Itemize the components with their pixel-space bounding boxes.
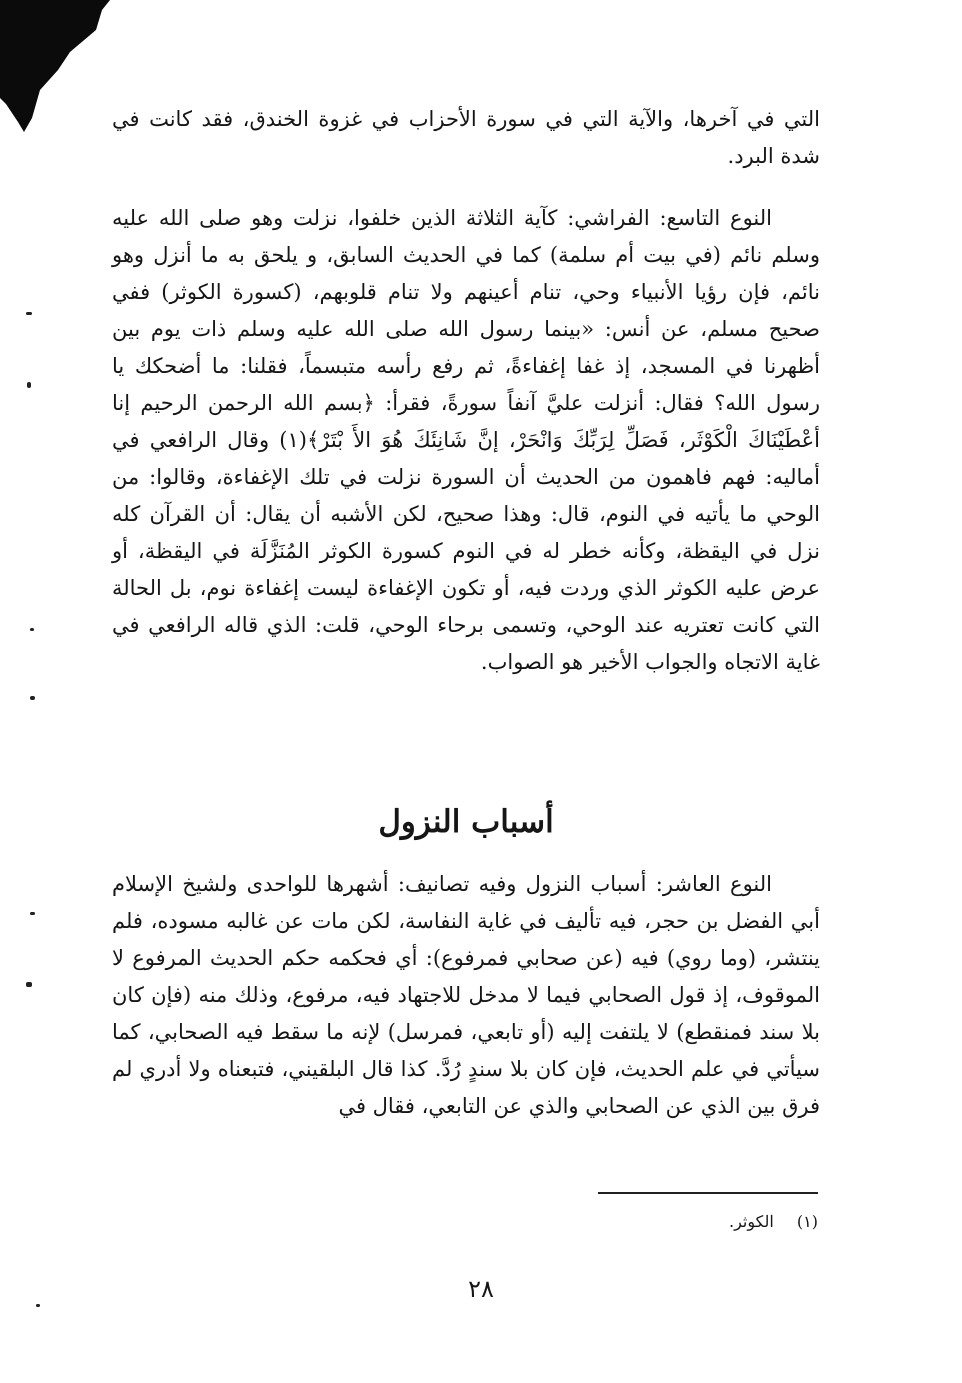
paragraph: التي في آخرها، والآية التي في سورة الأحزاب في غزوة الخندق، فقد كانت في شدة البرد. <box>112 107 820 168</box>
footnote-divider <box>598 1192 818 1194</box>
scan-corner-shadow <box>0 0 110 140</box>
scan-speck <box>30 912 35 915</box>
scan-speck <box>27 382 31 388</box>
text-block-middle <box>112 200 820 681</box>
scan-speck <box>36 1304 40 1307</box>
text-block-top <box>112 101 820 175</box>
paragraph: النوع العاشر: أسباب النزول وفيه تصانيف: أشهرها للواحدى ولشيخ الإسلام أبي الفضل بن حجر، فيه تأليف في غاية النفاسة، لكن مات عن غالبه مسوده، فلم ينتشر، (وما روي) فيه (عن صحابي فمرفوع): أي فحكمه حكم الحديث المرفوع لا الموقوف، إذ قول الصحابي فيما لا مدخل للاجتهاد فيه، مرفوع، وذلك منه (فإن كان بلا سند فمنقطع) لا يلتفت إليه (أو تابعي، فمرسل) لإنه ما سقط فيه الصحابي، كما سيأتي في علم الحديث، فإن كان بلا سندٍ رُدَّ. كذا قال البلقيني، فتبعناه ولا أدري لم فرق بين الذي عن الصحابي والذي عن التابعي، فقال في <box>112 872 820 1118</box>
scan-speck <box>26 982 32 987</box>
scan-speck <box>26 312 32 315</box>
footnote <box>520 1209 818 1235</box>
text-block-bottom <box>112 866 820 1125</box>
footnote-number: (١) <box>796 1212 818 1231</box>
scan-speck <box>30 628 34 631</box>
page-number: ٢٨ <box>468 1275 494 1303</box>
section-heading: أسباب النزول <box>378 804 554 840</box>
scan-speck <box>30 696 35 700</box>
paragraph: النوع التاسع: الفراشي: كآية الثلاثة الذين خلفوا، نزلت وهو صلى الله عليه وسلم نائم (في بيت أم سلمة) كما في الحديث السابق، و يلحق به ما أنزل وهو نائم، فإن رؤيا الأنبياء وحي، تنام أعينهم ولا تنام قلوبهم، (كسورة الكوثر) ففي صحيح مسلم، عن أنس: «بينما رسول الله صلى الله عليه وسلم ذات يوم بين أظهرنا في المسجد، إذ غفا إغفاءةً، ثم رفع رأسه متبسماً، فقلنا: ما أضحكك يا رسول الله؟ فقال: أنزلت عليَّ آنفاً سورةً، فقرأ: ﴿بسم الله الرحمن الرحيم إنا أعْطَيْنَاكَ الْكَوْثَر، فَصَلِّ لِرَبِّكَ وَانْحَرْ، إنَّ شَانِئَكَ هُوَ الأَ بْتَرْ﴾(١) وقال الرافعي في أماليه: فهم فاهمون من الحديث أن السورة نزلت في تلك الإغفاءة، وقالوا: من الوحي ما يأتيه في النوم، قال: وهذا صحيح، لكن الأشبه أن يقال: أن القرآن كله نزل في اليقظة، وكأنه خطر له في النوم كسورة الكوثر المُنَزَّلَة في اليقظة، أو عرض عليه الكوثر الذي وردت فيه، أو تكون الإغفاءة ليست إغفاءة نوم، بل الحالة التي كانت تعتريه عند الوحي، وتسمى برحاء الوحي، قلت: الذي قاله الرافعي في غاية الاتجاه والجواب الأخير هو الصواب. <box>112 206 820 674</box>
footnote-text: الكوثر. <box>729 1212 774 1231</box>
